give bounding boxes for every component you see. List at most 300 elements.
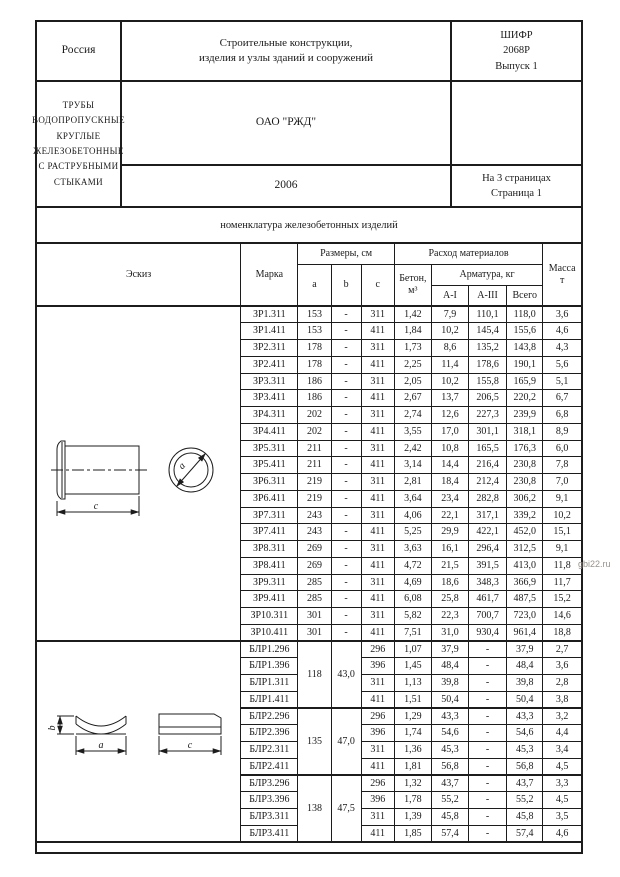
empty-footer-row (35, 841, 583, 854)
cell-dim-c: 311 (361, 541, 394, 558)
cell-dim-c: 411 (361, 825, 394, 842)
cell-rebar-ai: 23,4 (431, 490, 468, 507)
cell-rebar-total: 155,6 (507, 323, 543, 340)
cell-mass: 3,8 (543, 691, 582, 708)
cell-dim-c: 311 (361, 340, 394, 357)
series-title-line2: изделия и узлы зданий и сооружений (198, 52, 374, 64)
cell-dim-c: 411 (361, 490, 394, 507)
cell-rebar-aiii: - (469, 792, 507, 809)
cell-mass: 2,8 (543, 675, 582, 692)
cell-dim-c: 396 (361, 725, 394, 742)
cell-rebar-aiii: 216,4 (469, 457, 507, 474)
cell-dim-a: 202 (298, 423, 331, 440)
cell-dim-a: 178 (298, 340, 331, 357)
dim-label-a: a (176, 460, 189, 473)
code-line3: Выпуск 1 (495, 60, 538, 72)
cell-dim-b: - (331, 557, 361, 574)
cell-dim-c: 311 (361, 574, 394, 591)
cell-mark: БЛР3.411 (241, 825, 298, 842)
cell-rebar-ai: 11,4 (431, 356, 468, 373)
cell-mass: 4,6 (543, 323, 582, 340)
cell-dim-c: 411 (361, 691, 394, 708)
cell-rebar-aiii: 391,5 (469, 557, 507, 574)
cell-mass: 9,1 (543, 541, 582, 558)
cell-mass: 5,6 (543, 356, 582, 373)
cell-dim-b: 47,0 (331, 708, 361, 775)
cell-dim-c: 311 (361, 440, 394, 457)
cell-rebar-ai: 43,3 (431, 708, 468, 725)
col-header-materials: Расход материалов (394, 243, 543, 264)
cell-mark: БЛР3.396 (241, 792, 298, 809)
cell-rebar-ai: 7,9 (431, 306, 468, 323)
cell-dim-a: 178 (298, 356, 331, 373)
cell-rebar-total: 723,0 (507, 608, 543, 625)
document-page (31, 20, 583, 854)
nomenclature-table (35, 242, 583, 843)
cell-rebar-total: 45,8 (507, 809, 543, 826)
cell-concrete: 1,32 (394, 775, 431, 792)
cell-rebar-total: 143,8 (507, 340, 543, 357)
cell-mass: 9,1 (543, 490, 582, 507)
title-block (31, 20, 583, 208)
cell-concrete: 1,85 (394, 825, 431, 842)
cell-concrete: 2,25 (394, 356, 431, 373)
dim-line-a (177, 454, 206, 487)
cell-rebar-total: 306,2 (507, 490, 543, 507)
cell-mark: ЗР8.411 (241, 557, 298, 574)
sketch-cell-pipe (36, 306, 241, 641)
saddle-top-arc (76, 716, 126, 726)
cell-dim-a: 186 (298, 390, 331, 407)
cell-concrete: 4,69 (394, 574, 431, 591)
saddle-side-view (159, 714, 221, 734)
cell-dim-c: 296 (361, 641, 394, 658)
cell-mass: 6,7 (543, 390, 582, 407)
cell-mark: ЗР4.311 (241, 407, 298, 424)
cell-mark: БЛР3.311 (241, 809, 298, 826)
cell-rebar-total: 220,2 (507, 390, 543, 407)
cell-rebar-ai: 18,6 (431, 574, 468, 591)
cell-concrete: 6,08 (394, 591, 431, 608)
cell-dim-a: 153 (298, 323, 331, 340)
cell-dim-b: - (331, 423, 361, 440)
cell-mark: ЗР7.411 (241, 524, 298, 541)
cell-concrete: 3,55 (394, 423, 431, 440)
cell-rebar-ai: 57,4 (431, 825, 468, 842)
cell-rebar-aiii: 461,7 (469, 591, 507, 608)
cell-dim-c: 411 (361, 758, 394, 775)
cell-mark: ЗР2.411 (241, 356, 298, 373)
cell-rebar-ai: 10,2 (431, 373, 468, 390)
col-header-mark: Марка (241, 243, 298, 306)
cell-dim-b: - (331, 390, 361, 407)
cell-rebar-ai: 21,5 (431, 557, 468, 574)
cell-rebar-ai: 16,1 (431, 541, 468, 558)
series-title-cell (122, 22, 452, 82)
cell-rebar-total: 452,0 (507, 524, 543, 541)
cell-concrete: 1,78 (394, 792, 431, 809)
cell-concrete: 1,29 (394, 708, 431, 725)
cell-rebar-total: 54,6 (507, 725, 543, 742)
dim-label-a: a (98, 739, 104, 751)
cell-dim-c: 311 (361, 407, 394, 424)
cell-rebar-total: 339,2 (507, 507, 543, 524)
cell-rebar-aiii: 930,4 (469, 624, 507, 641)
cell-rebar-total: 961,4 (507, 624, 543, 641)
cell-concrete: 1,07 (394, 641, 431, 658)
cell-rebar-ai: 45,8 (431, 809, 468, 826)
cell-dim-b: - (331, 574, 361, 591)
dim-label-c: c (93, 501, 99, 513)
cell-mass: 3,6 (543, 306, 582, 323)
col-header-rebar: Арматура, кг (431, 264, 542, 285)
cell-concrete: 1,73 (394, 340, 431, 357)
cell-dim-b: - (331, 474, 361, 491)
cell-mark: БЛР2.396 (241, 725, 298, 742)
cell-dim-c: 311 (361, 809, 394, 826)
cell-rebar-total: 230,8 (507, 457, 543, 474)
cell-rebar-aiii: 206,5 (469, 390, 507, 407)
cell-dim-a: 243 (298, 507, 331, 524)
cell-dim-b: 43,0 (331, 641, 361, 708)
cell-concrete: 1,84 (394, 323, 431, 340)
cell-mass: 11,7 (543, 574, 582, 591)
cell-rebar-total: 413,0 (507, 557, 543, 574)
cell-rebar-ai: 13,7 (431, 390, 468, 407)
cell-rebar-total: 37,9 (507, 641, 543, 658)
cell-rebar-total: 118,0 (507, 306, 543, 323)
cell-dim-a: 118 (298, 641, 331, 708)
cell-rebar-ai: 48,4 (431, 658, 468, 675)
cell-concrete: 1,51 (394, 691, 431, 708)
col-header-concrete (394, 264, 431, 306)
col-header-dim-a: a (298, 264, 331, 306)
cell-mark: ЗР3.411 (241, 390, 298, 407)
cell-dim-c: 296 (361, 775, 394, 792)
cell-concrete: 1,45 (394, 658, 431, 675)
cell-rebar-total: 487,5 (507, 591, 543, 608)
cell-mass: 8,9 (543, 423, 582, 440)
cell-dim-b: - (331, 457, 361, 474)
cell-mark: ЗР6.311 (241, 474, 298, 491)
col-header-mass (543, 243, 582, 306)
cell-concrete: 2,74 (394, 407, 431, 424)
series-title-line1: Строительные конструкции, (219, 37, 353, 50)
cell-mark: ЗР1.411 (241, 323, 298, 340)
cell-mark: ЗР4.411 (241, 423, 298, 440)
cell-rebar-ai: 31,0 (431, 624, 468, 641)
concrete-label-line2: м³ (408, 284, 418, 296)
cell-mass: 4,3 (543, 340, 582, 357)
cell-mark: БЛР3.296 (241, 775, 298, 792)
cell-dim-b: - (331, 608, 361, 625)
cell-dim-b: - (331, 407, 361, 424)
table-header (36, 243, 582, 306)
cell-dim-a: 202 (298, 407, 331, 424)
dim-label-c: c (187, 739, 192, 751)
cell-rebar-aiii: 296,4 (469, 541, 507, 558)
cell-rebar-aiii: 135,2 (469, 340, 507, 357)
cell-rebar-ai: 50,4 (431, 691, 468, 708)
col-header-rebar-ai: А-I (431, 285, 468, 306)
cell-dim-b: - (331, 340, 361, 357)
cell-mark: ЗР5.311 (241, 440, 298, 457)
code-line1: ШИФР (500, 30, 533, 42)
dim-label-b: b (46, 725, 58, 731)
cell-rebar-aiii: - (469, 775, 507, 792)
cell-mark: БЛР1.311 (241, 675, 298, 692)
cell-dim-c: 311 (361, 507, 394, 524)
pipe-sketch (51, 419, 226, 524)
cell-mark: ЗР6.411 (241, 490, 298, 507)
cell-rebar-ai: 37,9 (431, 641, 468, 658)
cell-rebar-aiii: 155,8 (469, 373, 507, 390)
cell-rebar-total: 366,9 (507, 574, 543, 591)
cell-rebar-aiii: 212,4 (469, 474, 507, 491)
cell-rebar-total: 43,3 (507, 708, 543, 725)
cell-rebar-aiii: - (469, 825, 507, 842)
cell-mark: БЛР2.411 (241, 758, 298, 775)
cell-dim-a: 285 (298, 574, 331, 591)
cell-dim-b: - (331, 490, 361, 507)
cell-rebar-total: 190,1 (507, 356, 543, 373)
cell-mass: 3,3 (543, 775, 582, 792)
cell-rebar-ai: 10,2 (431, 323, 468, 340)
cell-dim-a: 301 (298, 624, 331, 641)
doc-title-line3: С РАСТРУБНЫМИ СТЫКАМИ (38, 161, 119, 187)
table-row (36, 306, 582, 323)
cell-dim-c: 411 (361, 423, 394, 440)
col-header-dimensions: Размеры, см (298, 243, 394, 264)
cell-rebar-aiii: - (469, 725, 507, 742)
table-body (36, 306, 582, 842)
cell-rebar-total: 230,8 (507, 474, 543, 491)
cell-rebar-aiii: 282,8 (469, 490, 507, 507)
cell-concrete: 4,06 (394, 507, 431, 524)
cell-rebar-aiii: 422,1 (469, 524, 507, 541)
cell-mark: ЗР1.311 (241, 306, 298, 323)
cell-rebar-ai: 22,3 (431, 608, 468, 625)
cell-rebar-aiii: - (469, 675, 507, 692)
cell-rebar-ai: 39,8 (431, 675, 468, 692)
cell-dim-a: 269 (298, 557, 331, 574)
cell-mark: ЗР8.311 (241, 541, 298, 558)
cell-mass: 3,4 (543, 742, 582, 759)
cell-dim-a: 211 (298, 457, 331, 474)
cell-mass: 18,8 (543, 624, 582, 641)
cell-concrete: 1,36 (394, 742, 431, 759)
cell-dim-a: 138 (298, 775, 331, 842)
pages-info-line2: Страница 1 (491, 188, 542, 199)
cell-rebar-aiii: - (469, 658, 507, 675)
cell-dim-a: 285 (298, 591, 331, 608)
cell-concrete: 2,67 (394, 390, 431, 407)
cell-mark: ЗР5.411 (241, 457, 298, 474)
cell-mark: ЗР2.311 (241, 340, 298, 357)
col-header-rebar-aiii: А-III (469, 285, 507, 306)
cell-dim-a: 135 (298, 708, 331, 775)
cell-rebar-ai: 10,8 (431, 440, 468, 457)
cell-dim-b: - (331, 507, 361, 524)
cell-rebar-ai: 22,1 (431, 507, 468, 524)
cell-concrete: 3,63 (394, 541, 431, 558)
cell-dim-c: 411 (361, 524, 394, 541)
cell-concrete: 2,42 (394, 440, 431, 457)
code-cell (452, 22, 581, 82)
cell-rebar-aiii: - (469, 708, 507, 725)
cell-rebar-total: 318,1 (507, 423, 543, 440)
cell-rebar-ai: 17,0 (431, 423, 468, 440)
cell-concrete: 2,05 (394, 373, 431, 390)
cell-mark: ЗР7.311 (241, 507, 298, 524)
cell-rebar-aiii: 317,1 (469, 507, 507, 524)
cell-mass: 4,5 (543, 792, 582, 809)
cell-dim-b: - (331, 306, 361, 323)
cell-dim-c: 311 (361, 675, 394, 692)
section-title: номенклатура железобетонных изделий (35, 206, 583, 244)
cell-mass: 6,0 (543, 440, 582, 457)
cell-rebar-total: 57,4 (507, 825, 543, 842)
cell-mark: БЛР2.296 (241, 708, 298, 725)
code-line2: 2068Р (503, 45, 530, 57)
cell-dim-a: 219 (298, 490, 331, 507)
cell-rebar-aiii: 348,3 (469, 574, 507, 591)
cell-mark: ЗР9.411 (241, 591, 298, 608)
doc-title-line2: ЖЕЛЕЗОБЕТОННЫЕ (33, 146, 124, 156)
cell-mass: 3,2 (543, 708, 582, 725)
cell-rebar-ai: 12,6 (431, 407, 468, 424)
cell-dim-b: - (331, 541, 361, 558)
cell-rebar-ai: 45,3 (431, 742, 468, 759)
cell-mass: 5,1 (543, 373, 582, 390)
cell-rebar-total: 50,4 (507, 691, 543, 708)
cell-concrete: 1,74 (394, 725, 431, 742)
country-cell: Россия (37, 22, 122, 82)
cell-dim-a: 243 (298, 524, 331, 541)
cell-dim-c: 411 (361, 557, 394, 574)
cell-rebar-total: 39,8 (507, 675, 543, 692)
col-header-rebar-total: Всего (507, 285, 543, 306)
cell-rebar-ai: 54,6 (431, 725, 468, 742)
cell-dim-a: 153 (298, 306, 331, 323)
cell-dim-b: - (331, 440, 361, 457)
cell-rebar-aiii: 227,3 (469, 407, 507, 424)
watermark: gbi22.ru (578, 559, 611, 569)
cell-dim-c: 396 (361, 792, 394, 809)
cell-rebar-aiii: - (469, 691, 507, 708)
cell-rebar-total: 45,3 (507, 742, 543, 759)
cell-mass: 10,2 (543, 507, 582, 524)
cell-dim-c: 411 (361, 356, 394, 373)
cell-dim-b: 47,5 (331, 775, 361, 842)
cell-dim-c: 296 (361, 708, 394, 725)
cell-dim-c: 411 (361, 457, 394, 474)
cell-rebar-aiii: - (469, 809, 507, 826)
cell-concrete: 5,25 (394, 524, 431, 541)
table-row (36, 641, 582, 658)
cell-concrete: 4,72 (394, 557, 431, 574)
cell-mass: 14,6 (543, 608, 582, 625)
cell-rebar-ai: 18,4 (431, 474, 468, 491)
pages-info-cell (452, 166, 581, 206)
cell-mass: 3,6 (543, 658, 582, 675)
doc-title-cell (31, 82, 126, 206)
cell-rebar-total: 176,3 (507, 440, 543, 457)
cell-dim-b: - (331, 524, 361, 541)
year-cell: 2006 (122, 166, 452, 206)
cell-mark: ЗР10.411 (241, 624, 298, 641)
cell-rebar-total: 312,5 (507, 541, 543, 558)
saddle-sketch (44, 700, 234, 780)
cell-concrete: 1,42 (394, 306, 431, 323)
pages-info-line1: На 3 страницах (482, 172, 551, 184)
cell-mass: 6,8 (543, 407, 582, 424)
cell-rebar-aiii: - (469, 758, 507, 775)
cell-dim-b: - (331, 624, 361, 641)
col-header-sketch: Эскиз (36, 243, 241, 306)
doc-title-line1: ТРУБЫ ВОДОПРОПУСКНЫЕ КРУГЛЫЕ (31, 100, 126, 141)
cell-concrete: 5,82 (394, 608, 431, 625)
cell-dim-a: 301 (298, 608, 331, 625)
cell-rebar-aiii: 145,4 (469, 323, 507, 340)
cell-concrete: 2,81 (394, 474, 431, 491)
cell-rebar-total: 56,8 (507, 758, 543, 775)
cell-mass: 11,8 (543, 557, 582, 574)
cell-dim-c: 311 (361, 742, 394, 759)
cell-rebar-total: 43,7 (507, 775, 543, 792)
cell-concrete: 7,51 (394, 624, 431, 641)
cell-concrete: 3,64 (394, 490, 431, 507)
cell-rebar-total: 55,2 (507, 792, 543, 809)
cell-dim-c: 411 (361, 390, 394, 407)
cell-mark: БЛР2.311 (241, 742, 298, 759)
cell-rebar-total: 48,4 (507, 658, 543, 675)
cell-rebar-total: 239,9 (507, 407, 543, 424)
cell-dim-a: 211 (298, 440, 331, 457)
cell-rebar-aiii: 110,1 (469, 306, 507, 323)
cell-dim-a: 269 (298, 541, 331, 558)
cell-mark: БЛР1.411 (241, 691, 298, 708)
cell-rebar-aiii: 301,1 (469, 423, 507, 440)
col-header-dim-b: b (331, 264, 361, 306)
concrete-label-line1: Бетон, (399, 273, 427, 285)
cell-rebar-ai: 55,2 (431, 792, 468, 809)
cell-concrete: 1,13 (394, 675, 431, 692)
cell-mass: 7,8 (543, 457, 582, 474)
col-header-dim-c: c (361, 264, 394, 306)
cell-rebar-ai: 25,8 (431, 591, 468, 608)
mass-label-line1: Масса (548, 263, 576, 274)
cell-dim-c: 311 (361, 306, 394, 323)
cell-dim-c: 311 (361, 373, 394, 390)
cell-mass: 4,5 (543, 758, 582, 775)
cell-dim-b: - (331, 356, 361, 373)
cell-mark: БЛР1.296 (241, 641, 298, 658)
cell-concrete: 3,14 (394, 457, 431, 474)
cell-rebar-aiii: 178,6 (469, 356, 507, 373)
mass-label-line2: т (559, 274, 565, 286)
cell-dim-a: 219 (298, 474, 331, 491)
empty-cell (452, 82, 581, 166)
cell-rebar-aiii: 165,5 (469, 440, 507, 457)
cell-rebar-ai: 29,9 (431, 524, 468, 541)
cell-rebar-total: 165,9 (507, 373, 543, 390)
cell-mass: 15,2 (543, 591, 582, 608)
cell-dim-c: 411 (361, 624, 394, 641)
cell-dim-c: 311 (361, 474, 394, 491)
cell-mark: ЗР10.311 (241, 608, 298, 625)
cell-mass: 2,7 (543, 641, 582, 658)
